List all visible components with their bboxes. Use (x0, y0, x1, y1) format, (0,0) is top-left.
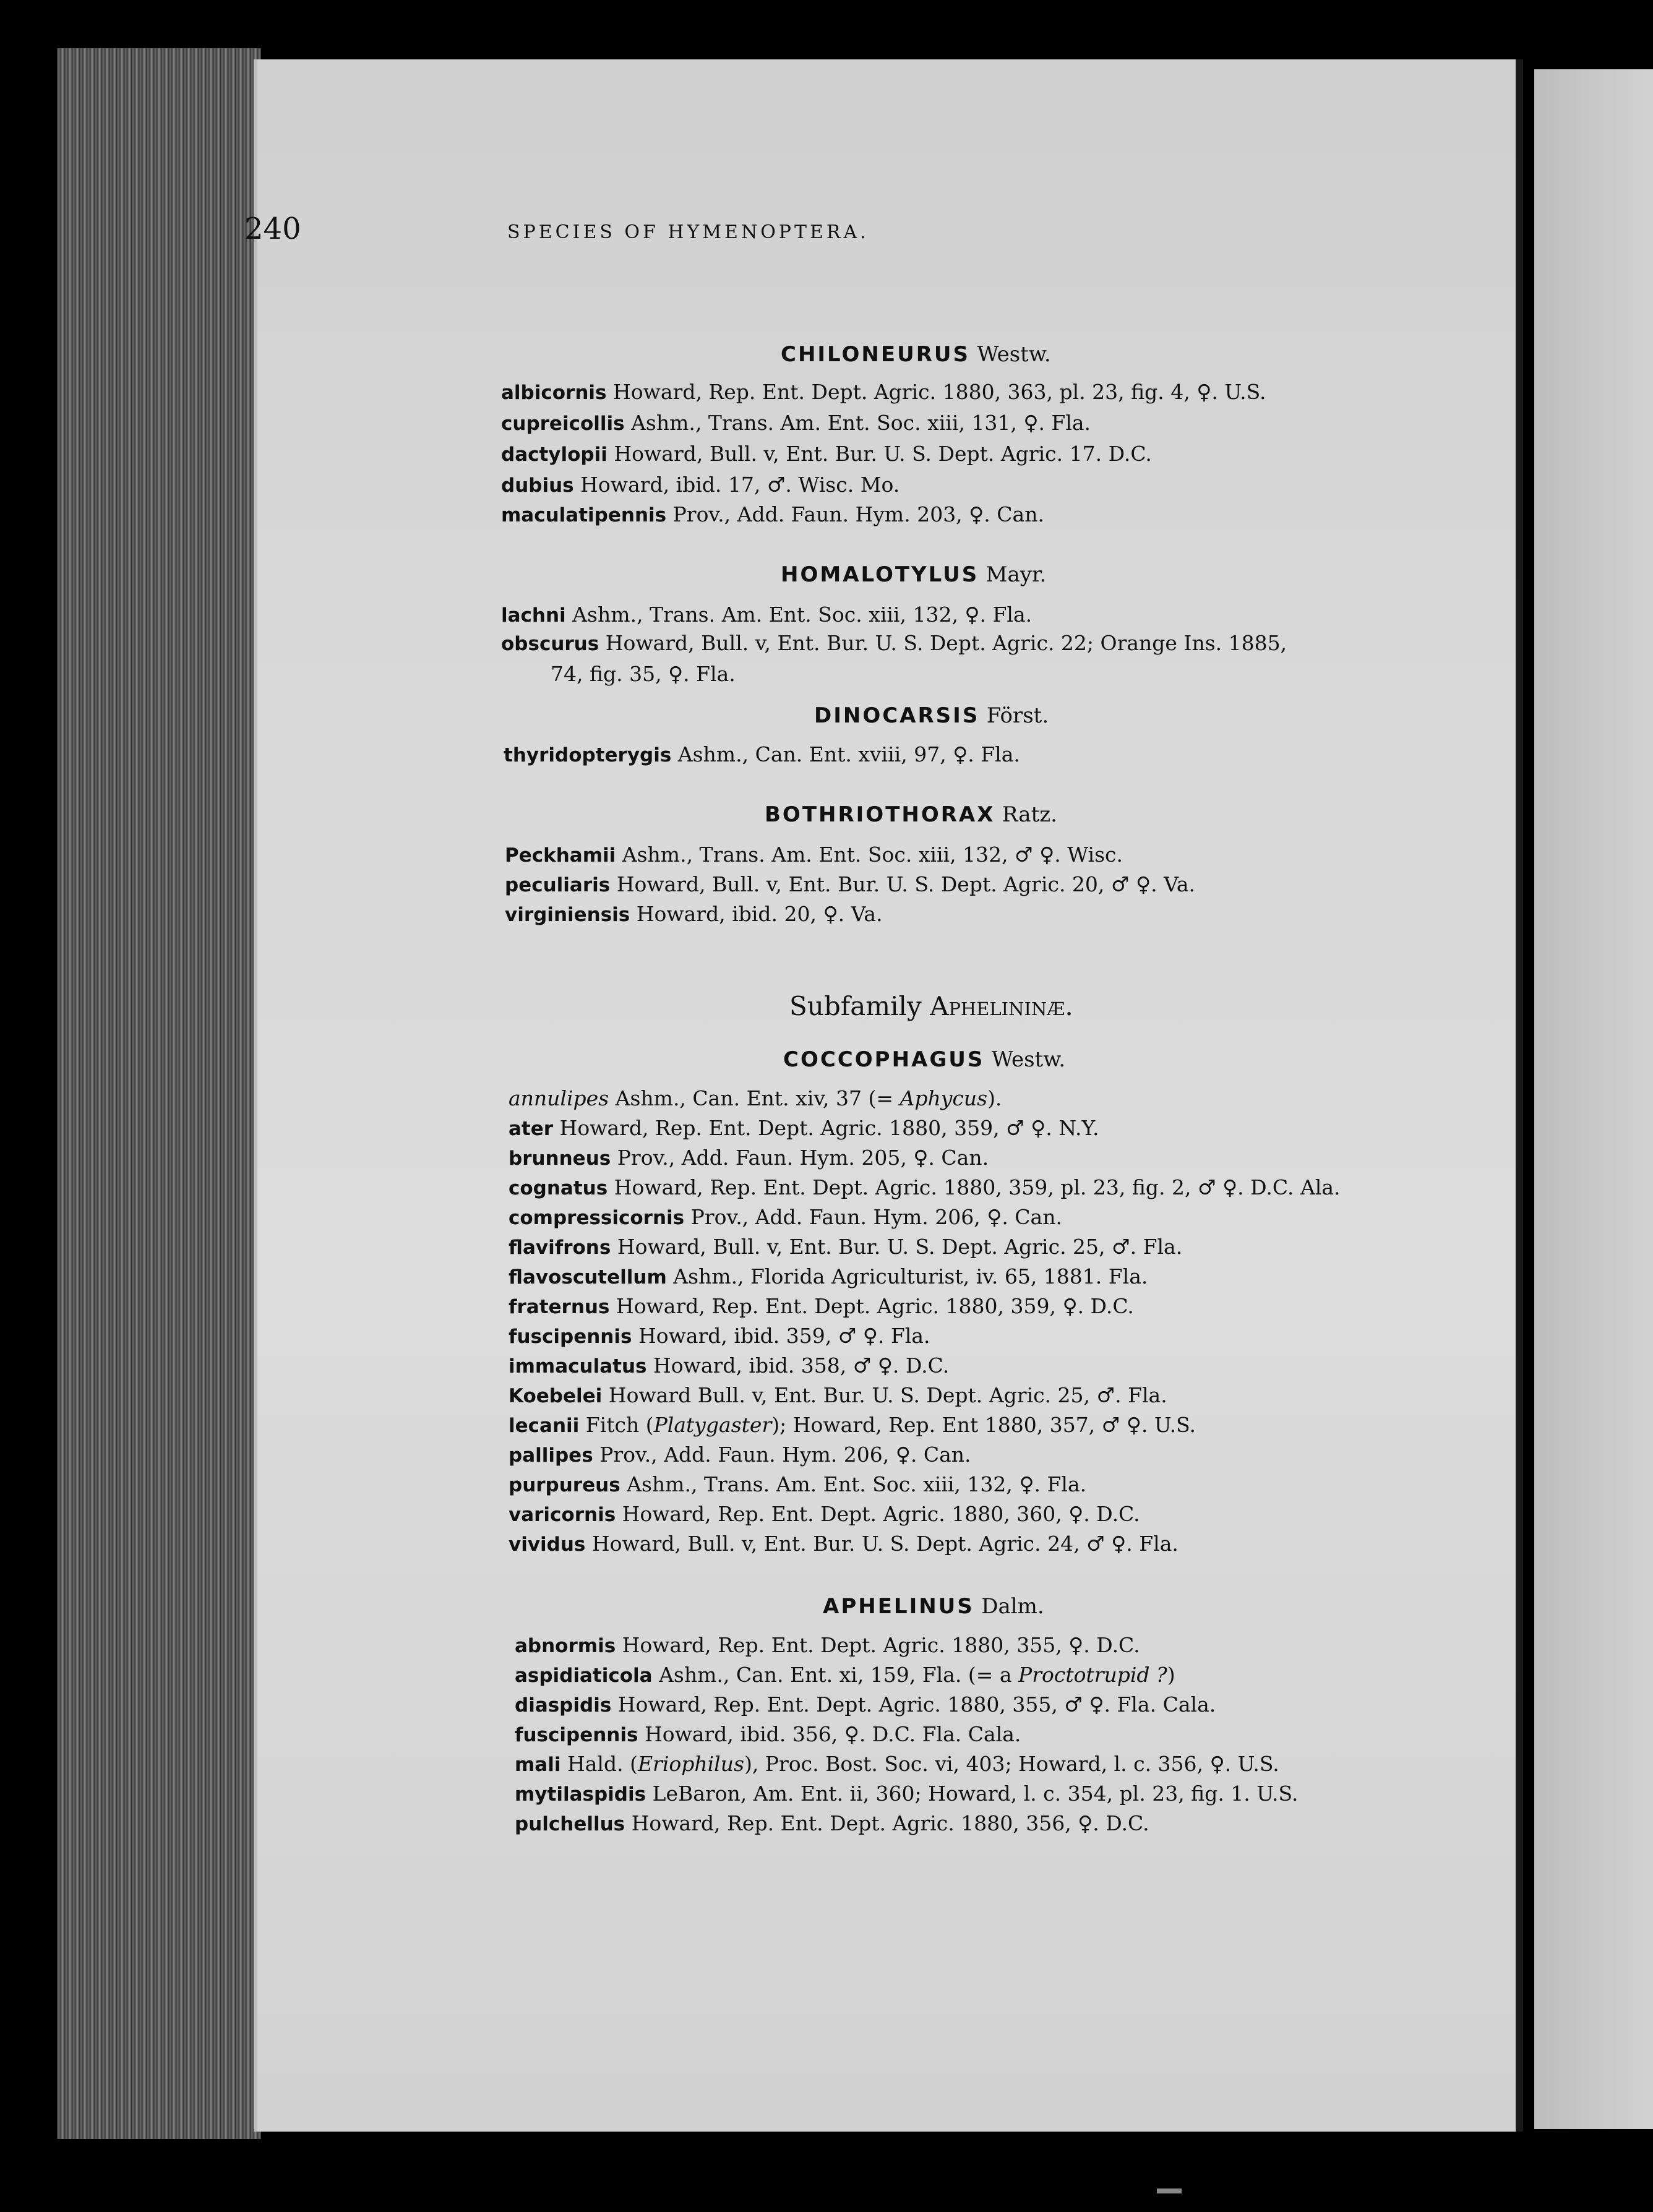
species-citation: Ashm., Trans. Am. Ent. Soc. xiii, 131, ♀. Fla. (624, 411, 1091, 435)
species-entry (509, 1353, 949, 1378)
species-entry (509, 1443, 971, 1467)
species-citation: Howard, ibid. 359, ♂ ♀. Fla. (632, 1324, 930, 1348)
species-citation: Howard, Rep. Ent. Dept. Agric. 1880, 363, pl. 23, fig. 4, ♀. U.S. (606, 380, 1266, 404)
species-name: thyridopterygis (504, 744, 672, 766)
species-name: cognatus (509, 1177, 608, 1199)
species-entry (515, 1633, 1140, 1657)
species-name: abnormis (515, 1635, 616, 1657)
species-citation: LeBaron, Am. Ent. ii, 360; Howard, l. c. 354, pl. 23, fig. 1. U.S. (646, 1781, 1299, 1806)
species-name: diaspidis (515, 1694, 612, 1717)
species-name: mali (515, 1754, 561, 1776)
facing-page-edge (1534, 69, 1653, 2129)
genus-heading (783, 1047, 1065, 1072)
species-name: lachni (501, 604, 566, 627)
species-citation: Howard, Bull. v, Ent. Bur. U. S. Dept. Agric. 20, ♂ ♀. Va. (610, 872, 1196, 896)
species-citation: Prov., Add. Faun. Hym. 206, ♀. Can. (593, 1443, 971, 1467)
species-name: fraternus (509, 1296, 610, 1318)
synonym-name: Aphycus (899, 1086, 988, 1110)
species-citation: Howard, Rep. Ent. Dept. Agric. 1880, 360, ♀. D.C. (616, 1502, 1140, 1526)
genus-name: APHELINUS (823, 1594, 974, 1619)
species-name: Koebelei (509, 1385, 603, 1407)
species-name: Peckhamii (505, 844, 616, 867)
book-gutter (1516, 59, 1523, 2132)
species-name: virginiensis (505, 904, 630, 926)
species-citation: Howard, ibid. 17, ♂. Wisc. Mo. (573, 473, 900, 497)
species-name: ater (509, 1118, 554, 1140)
species-entry (509, 1324, 930, 1348)
species-name: vividus (509, 1533, 586, 1556)
species-entry (504, 742, 1020, 766)
genus-heading (781, 341, 1051, 367)
running-head: SPECIES OF HYMENOPTERA. (507, 221, 869, 243)
species-entry (515, 1692, 1216, 1717)
species-entry (501, 380, 1266, 404)
species-name: compressicornis (509, 1207, 685, 1229)
species-entry (505, 872, 1195, 896)
species-citation: Howard, Rep. Ent. Dept. Agric. 1880, 355, ♂ ♀. Fla. Cala. (611, 1692, 1216, 1717)
species-citation: Howard, ibid. 358, ♂ ♀. D.C. (646, 1353, 950, 1378)
species-entry (501, 442, 1152, 466)
species-citation: Ashm., Can. Ent. xviii, 97, ♀. Fla. (671, 742, 1020, 766)
species-name: aspidiaticola (515, 1665, 653, 1687)
species-entry (515, 1752, 1279, 1776)
species-citation: Howard, Rep. Ent. Dept. Agric. 1880, 359, ♀. D.C. (609, 1294, 1134, 1318)
species-entry (509, 1264, 1148, 1288)
species-citation: Ashm., Trans. Am. Ent. Soc. xiii, 132, ♀. Fla. (620, 1472, 1087, 1496)
genus-heading (765, 802, 1057, 827)
species-entry (509, 1116, 1099, 1140)
species-entry (501, 631, 1287, 655)
species-name: brunneus (509, 1147, 611, 1170)
species-entry (501, 473, 899, 497)
genus-author: Westw. (977, 342, 1051, 367)
species-name: pulchellus (515, 1813, 625, 1835)
genus-name: HOMALOTYLUS (781, 562, 979, 587)
species-citation: Prov., Add. Faun. Hym. 205, ♀. Can. (611, 1146, 989, 1170)
species-entry (509, 1146, 989, 1170)
species-entry (509, 1294, 1134, 1318)
genus-name: CHILONEURUS (781, 342, 970, 367)
genus-author: Först. (986, 703, 1049, 728)
species-citation: Howard Bull. v, Ent. Bur. U. S. Dept. Agric. 25, ♂. Fla. (602, 1383, 1167, 1407)
species-citation: Prov., Add. Faun. Hym. 206, ♀. Can. (684, 1205, 1062, 1229)
species-citation: Ashm., Trans. Am. Ent. Soc. xiii, 132, ♂ ♀. Wisc. (616, 842, 1123, 867)
book-page-edges (57, 48, 261, 2139)
species-name: lecanii (509, 1415, 580, 1437)
species-entry (509, 1383, 1167, 1407)
species-entry (515, 1781, 1298, 1806)
species-citation: Ashm., Florida Agriculturist, iv. 65, 1881. Fla. (666, 1264, 1148, 1288)
subfamily-heading (789, 991, 1073, 1021)
species-name: fuscipennis (515, 1724, 638, 1746)
species-name: immaculatus (509, 1355, 647, 1378)
species-name: fuscipennis (509, 1326, 632, 1348)
species-name: cupreicollis (501, 413, 625, 435)
species-name: annulipes (509, 1086, 609, 1110)
species-name: purpureus (509, 1474, 620, 1496)
species-entry (509, 1086, 1002, 1110)
synonym-name: Proctotrupid ? (1018, 1663, 1167, 1687)
species-entry (515, 1663, 1175, 1687)
species-entry (505, 902, 883, 926)
species-citation-end: ); Howard, Rep. Ent 1880, 357, ♂ ♀. U.S. (771, 1413, 1196, 1437)
species-name: pallipes (509, 1444, 593, 1467)
species-entry (509, 1472, 1086, 1496)
species-entry (501, 502, 1044, 526)
page-number: 240 (244, 212, 301, 246)
species-citation: Howard, Bull. v, Ent. Bur. U. S. Dept. Agric. 17. D.C. (607, 442, 1152, 466)
species-name: peculiaris (505, 874, 611, 896)
species-citation: Howard, Bull. v, Ent. Bur. U. S. Dept. Agric. 22; Orange Ins. 1885, (599, 631, 1287, 655)
species-citation: Ashm., Trans. Am. Ent. Soc. xiii, 132, ♀. Fla. (565, 602, 1033, 627)
species-citation: Howard, Rep. Ent. Dept. Agric. 1880, 359, pl. 23, fig. 2, ♂ ♀. D.C. Ala. (608, 1175, 1341, 1199)
species-citation: Howard, Bull. v, Ent. Bur. U. S. Dept. Agric. 25, ♂. Fla. (611, 1235, 1183, 1259)
species-citation: Hald. ( (560, 1752, 638, 1776)
species-citation-end: ). (987, 1086, 1002, 1110)
genus-author: Dalm. (981, 1594, 1044, 1619)
species-citation-end: ) (1167, 1663, 1175, 1687)
genus-heading (814, 703, 1049, 728)
species-citation-end: ), Proc. Bost. Soc. vi, 403; Howard, l. c. 356, ♀. U.S. (744, 1752, 1279, 1776)
species-citation: Fitch ( (579, 1413, 654, 1437)
synonym-name: Eriophilus (637, 1752, 744, 1776)
genus-name: COCCOPHAGUS (783, 1047, 985, 1072)
species-name: maculatipennis (501, 504, 667, 526)
genus-author: Westw. (991, 1047, 1066, 1072)
genus-author: Ratz. (1002, 802, 1057, 827)
species-entry (509, 1205, 1062, 1229)
species-entry (505, 842, 1123, 867)
species-entry (509, 1413, 1196, 1437)
species-citation: Howard, Rep. Ent. Dept. Agric. 1880, 355, ♀. D.C. (616, 1633, 1140, 1657)
subfamily-prefix: Subfamily (789, 991, 930, 1021)
species-entry (501, 411, 1091, 435)
citation-continuation: 74, fig. 35, ♀. Fla. (551, 662, 736, 686)
species-name: obscurus (501, 633, 599, 655)
genus-heading (781, 562, 1046, 587)
subfamily-name: Aphelininæ. (930, 991, 1073, 1021)
species-entry (515, 1811, 1149, 1835)
species-name: dubius (501, 474, 574, 497)
species-entry (501, 602, 1032, 627)
genus-author: Mayr. (985, 562, 1047, 587)
species-entry (509, 1175, 1341, 1199)
species-name: dactylopii (501, 444, 608, 466)
species-name: flavifrons (509, 1237, 611, 1259)
species-name: varicornis (509, 1504, 616, 1526)
species-entry (509, 1532, 1179, 1556)
species-name: albicornis (501, 382, 607, 404)
genus-heading (823, 1593, 1044, 1619)
species-citation: Ashm., Can. Ent. xiv, 37 (= (609, 1086, 900, 1110)
species-citation: Howard, Bull. v, Ent. Bur. U. S. Dept. Agric. 24, ♂ ♀. Fla. (585, 1532, 1179, 1556)
species-citation: Howard, Rep. Ent. Dept. Agric. 1880, 356, ♀. D.C. (625, 1811, 1149, 1835)
species-entry (515, 1722, 1021, 1746)
species-name: mytilaspidis (515, 1783, 646, 1806)
species-name: flavoscutellum (509, 1266, 667, 1288)
scan-speck (1157, 2188, 1182, 2193)
synonym-name: Platygaster (653, 1413, 772, 1437)
species-entry (509, 1502, 1140, 1526)
genus-name: DINOCARSIS (814, 703, 980, 728)
species-citation: Howard, ibid. 20, ♀. Va. (630, 902, 883, 926)
species-entry (509, 1235, 1182, 1259)
species-citation: Ashm., Can. Ent. xi, 159, Fla. (= a (652, 1663, 1018, 1687)
species-citation: Howard, Rep. Ent. Dept. Agric. 1880, 359, ♂ ♀. N.Y. (553, 1116, 1099, 1140)
species-citation: Howard, ibid. 356, ♀. D.C. Fla. Cala. (638, 1722, 1021, 1746)
genus-name: BOTHRIOTHORAX (765, 802, 995, 827)
species-citation: Prov., Add. Faun. Hym. 203, ♀. Can. (666, 502, 1044, 526)
